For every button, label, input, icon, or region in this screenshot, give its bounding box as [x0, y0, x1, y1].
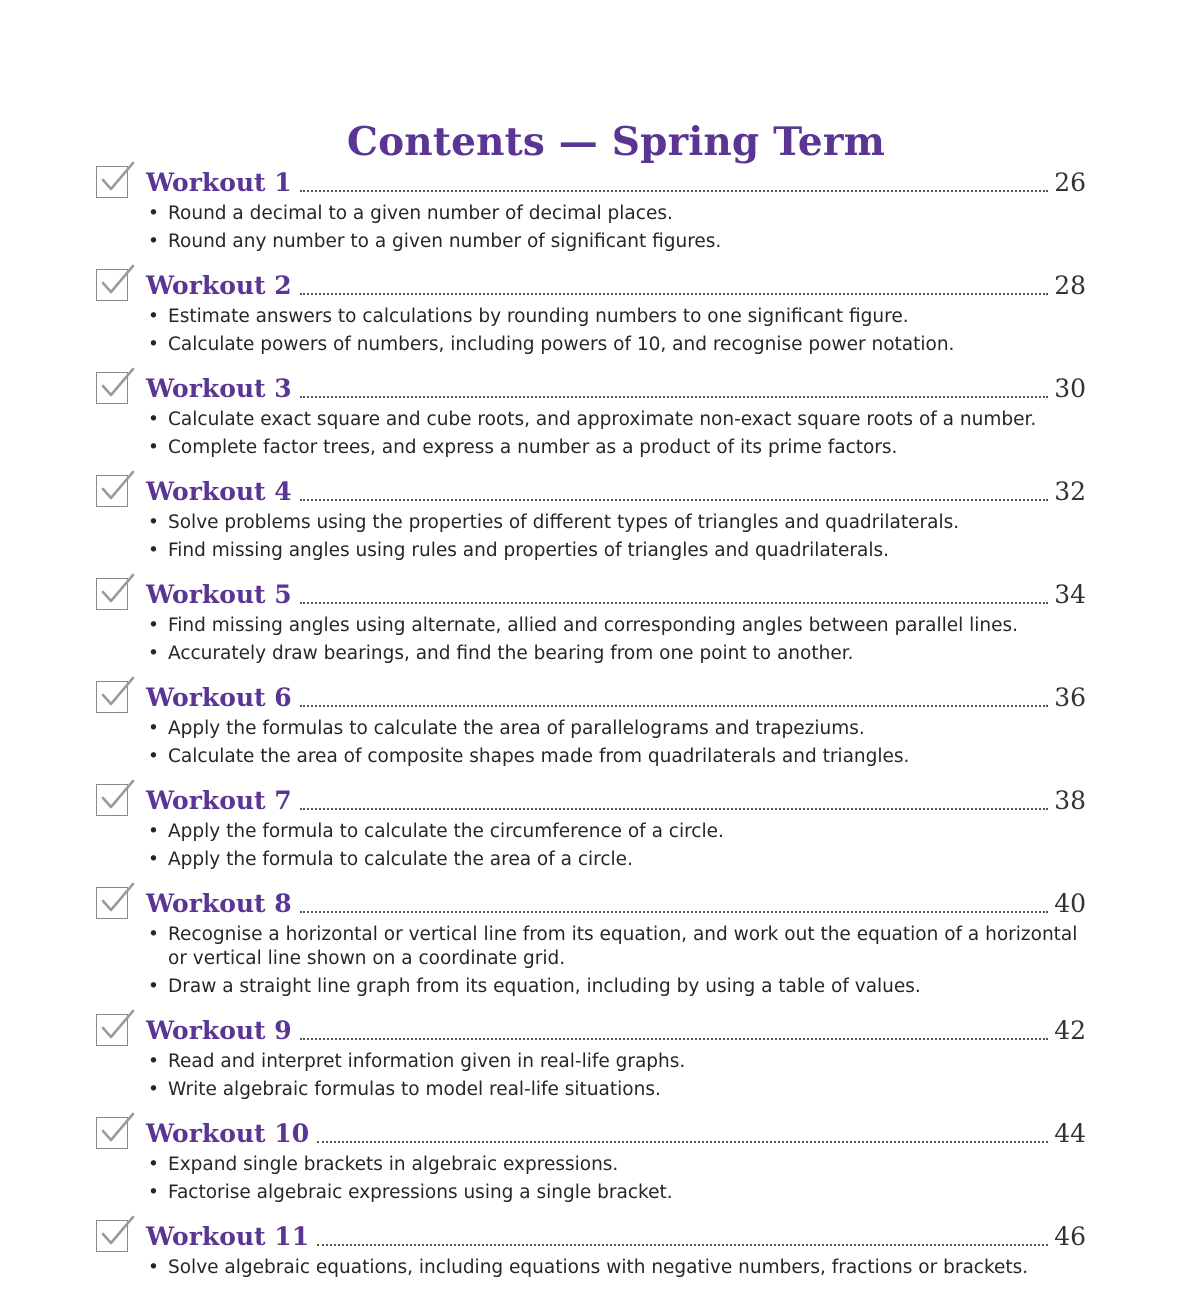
completion-checkbox[interactable]: [96, 269, 128, 301]
contents-list: [96, 160, 1086, 1289]
workout-title: Workout 9: [146, 1015, 292, 1045]
objective-list: [148, 408, 1086, 460]
checkmark-icon: [99, 573, 135, 609]
toc-entry-header: [96, 1008, 1086, 1052]
dot-leader: [300, 600, 1048, 604]
objective-item: • Round any number to a given number of significant figures.: [148, 230, 1086, 254]
page-number: 38: [1054, 785, 1086, 815]
page-number: 44: [1054, 1118, 1086, 1148]
page-title: Contents — Spring Term: [346, 119, 886, 166]
workout-title: Workout 6: [146, 682, 292, 712]
workout-title: Workout 2: [146, 270, 292, 300]
dot-leader: [300, 394, 1048, 398]
page-number: 28: [1054, 270, 1086, 300]
objective-item: • Recognise a horizontal or vertical line from its equation, and work out the equation of a horizontal or vertical line shown on a coordinate grid.: [148, 923, 1086, 971]
page-number: 40: [1054, 888, 1086, 918]
toc-entry: [96, 1214, 1086, 1280]
checkmark-icon: [99, 264, 135, 300]
workout-title: Workout 5: [146, 579, 292, 609]
dot-leader: [300, 1036, 1048, 1040]
objective-item: • Accurately draw bearings, and find the bearing from one point to another.: [148, 642, 1086, 666]
objective-item: • Round a decimal to a given number of decimal places.: [148, 202, 1086, 226]
objective-item: • Solve algebraic equations, including equations with negative numbers, fractions or brackets.: [148, 1256, 1086, 1280]
objective-item: • Apply the formula to calculate the circumference of a circle.: [148, 820, 1086, 844]
objective-item: • Calculate exact square and cube roots, and approximate non-exact square roots of a number.: [148, 408, 1086, 432]
checkmark-icon: [99, 676, 135, 712]
toc-entry: [96, 469, 1086, 563]
completion-checkbox[interactable]: [96, 681, 128, 713]
toc-entry-header: [96, 572, 1086, 616]
checkmark-icon: [99, 470, 135, 506]
dot-leader: [300, 497, 1048, 501]
objective-list: [148, 305, 1086, 357]
dot-leader: [300, 909, 1048, 913]
completion-checkbox[interactable]: [96, 784, 128, 816]
toc-entry: [96, 1111, 1086, 1205]
checkmark-icon: [99, 161, 135, 197]
dot-leader: [300, 291, 1048, 295]
toc-entry: [96, 675, 1086, 769]
objective-item: • Draw a straight line graph from its equation, including by using a table of values.: [148, 975, 1086, 999]
objective-item: • Apply the formula to calculate the area of a circle.: [148, 848, 1086, 872]
objective-item: • Calculate the area of composite shapes made from quadrilaterals and triangles.: [148, 745, 1086, 769]
objective-list: [148, 820, 1086, 872]
toc-entry: [96, 1008, 1086, 1102]
toc-entry: [96, 263, 1086, 357]
objective-item: • Find missing angles using rules and properties of triangles and quadrilaterals.: [148, 539, 1086, 563]
completion-checkbox[interactable]: [96, 372, 128, 404]
completion-checkbox[interactable]: [96, 578, 128, 610]
dot-leader: [317, 1242, 1048, 1246]
completion-checkbox[interactable]: [96, 887, 128, 919]
dot-leader: [317, 1139, 1048, 1143]
toc-entry-header: [96, 778, 1086, 822]
toc-entry-header: [96, 263, 1086, 307]
workout-title: Workout 3: [146, 373, 292, 403]
checkmark-icon: [99, 1112, 135, 1148]
dot-leader: [300, 703, 1048, 707]
objective-list: [148, 1050, 1086, 1102]
checkmark-icon: [99, 779, 135, 815]
toc-entry-header: [96, 160, 1086, 204]
workout-title: Workout 10: [146, 1118, 310, 1148]
toc-entry-header: [96, 1111, 1086, 1155]
toc-entry-header: [96, 675, 1086, 719]
objective-item: • Factorise algebraic expressions using a single bracket.: [148, 1181, 1086, 1205]
objective-item: • Estimate answers to calculations by rounding numbers to one significant figure.: [148, 305, 1086, 329]
objective-item: • Read and interpret information given in real-life graphs.: [148, 1050, 1086, 1074]
toc-entry-header: [96, 881, 1086, 925]
page-number: 34: [1054, 579, 1086, 609]
objective-list: [148, 614, 1086, 666]
objective-list: [148, 511, 1086, 563]
toc-entry: [96, 881, 1086, 999]
workout-title: Workout 1: [146, 167, 292, 197]
completion-checkbox[interactable]: [96, 1117, 128, 1149]
page-number: 36: [1054, 682, 1086, 712]
page-number: 30: [1054, 373, 1086, 403]
objective-item: • Find missing angles using alternate, allied and corresponding angles between parallel lines.: [148, 614, 1086, 638]
objective-item: • Complete factor trees, and express a number as a product of its prime factors.: [148, 436, 1086, 460]
toc-entry-header: [96, 469, 1086, 513]
toc-entry: [96, 366, 1086, 460]
objective-list: [148, 1153, 1086, 1205]
objective-list: [148, 202, 1086, 254]
toc-entry: [96, 160, 1086, 254]
dot-leader: [300, 806, 1048, 810]
workout-title: Workout 4: [146, 476, 292, 506]
completion-checkbox[interactable]: [96, 1014, 128, 1046]
toc-entry-header: [96, 1214, 1086, 1258]
objective-list: [148, 1256, 1086, 1280]
objective-item: • Expand single brackets in algebraic expressions.: [148, 1153, 1086, 1177]
page-number: 46: [1054, 1221, 1086, 1251]
checkmark-icon: [99, 367, 135, 403]
checkmark-icon: [99, 882, 135, 918]
objective-list: [148, 923, 1086, 999]
toc-entry: [96, 572, 1086, 666]
page-number: 26: [1054, 167, 1086, 197]
toc-entry: [96, 778, 1086, 872]
page-number: 32: [1054, 476, 1086, 506]
workout-title: Workout 7: [146, 785, 292, 815]
checkmark-icon: [99, 1215, 135, 1251]
objective-item: • Solve problems using the properties of different types of triangles and quadrilaterals.: [148, 511, 1086, 535]
objective-list: [148, 717, 1086, 769]
completion-checkbox[interactable]: [96, 475, 128, 507]
toc-entry-header: [96, 366, 1086, 410]
page-number: 42: [1054, 1015, 1086, 1045]
workout-title: Workout 8: [146, 888, 292, 918]
checkmark-icon: [99, 1009, 135, 1045]
objective-item: • Write algebraic formulas to model real-life situations.: [148, 1078, 1086, 1102]
dot-leader: [300, 188, 1048, 192]
completion-checkbox[interactable]: [96, 166, 128, 198]
objective-item: • Apply the formulas to calculate the area of parallelograms and trapeziums.: [148, 717, 1086, 741]
workout-title: Workout 11: [146, 1221, 310, 1251]
objective-item: • Calculate powers of numbers, including powers of 10, and recognise power notation.: [148, 333, 1086, 357]
